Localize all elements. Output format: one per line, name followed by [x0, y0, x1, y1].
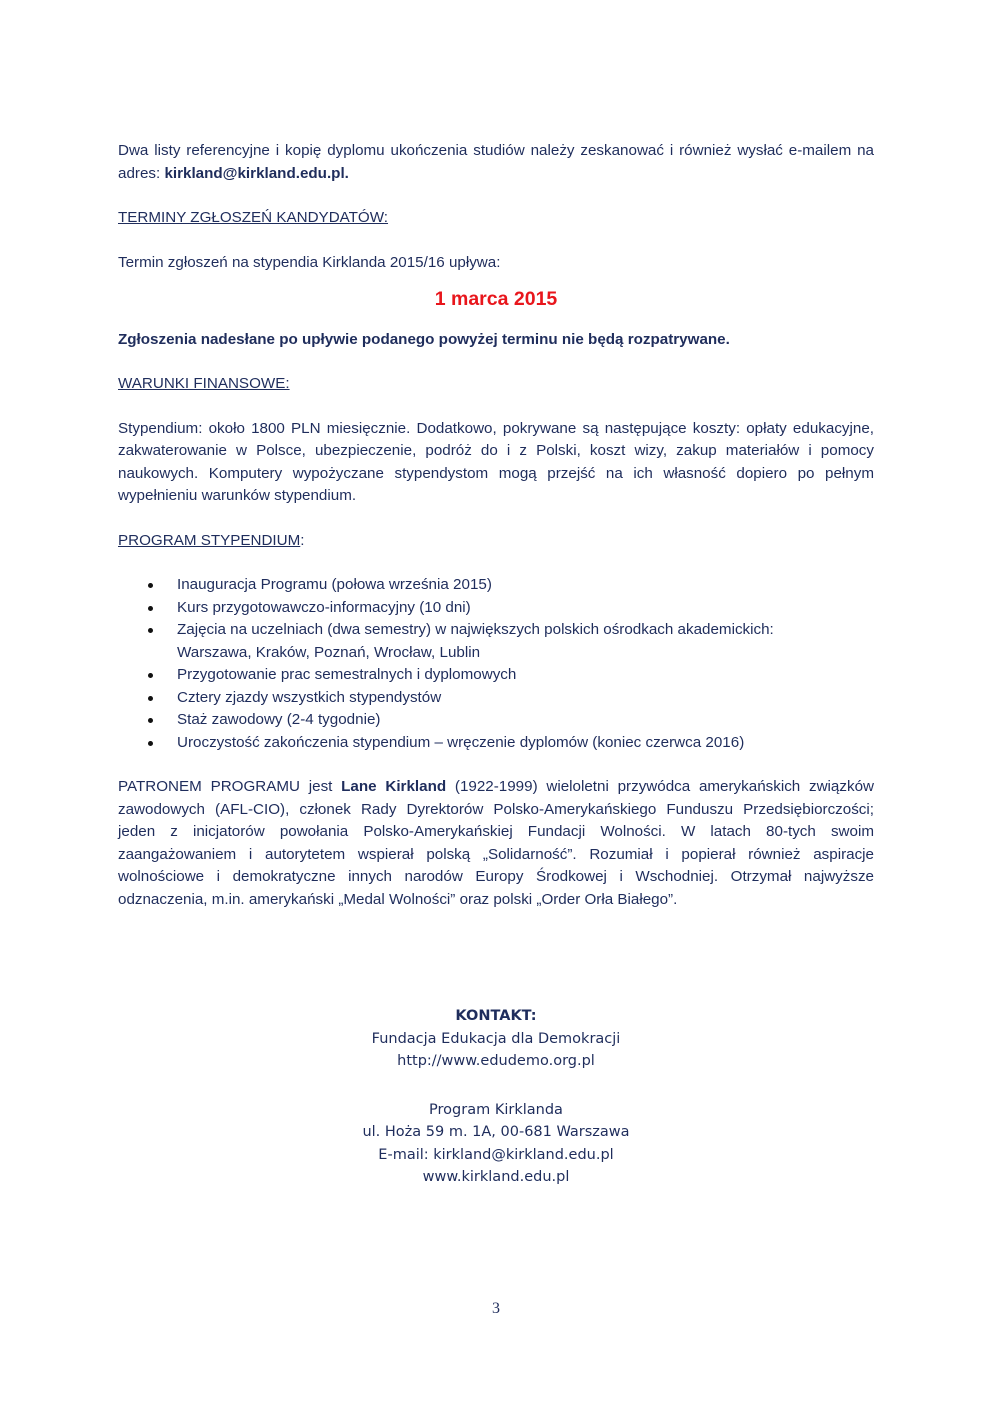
list-item: Inauguracja Programu (połowa września 2015): [118, 574, 874, 597]
contact-org: Fundacja Edukacja dla Demokracji: [371, 1030, 621, 1047]
bullet-icon: [148, 606, 153, 611]
bullet-icon: [148, 696, 153, 701]
finance-heading: WARUNKI FINANSOWE:: [118, 375, 290, 392]
bullet-icon: [148, 583, 153, 588]
contact-address: ul. Hoża 59 m. 1A, 00-681 Warszawa: [362, 1124, 630, 1140]
list-item: Zajęcia na uczelniach (dwa semestry) w największych polskich ośrodkach akademickich: Warszawa, Kraków, Poznań, Wrocław, Lublin: [118, 619, 874, 664]
intro-text: Dwa listy referencyjne i kopię dyplomu ukończenia studiów należy zeskanować i również wysłać e-mailem na adres:: [118, 142, 874, 182]
deadline-warning: Zgłoszenia nadesłane po upływie podanego powyżej terminu nie będą rozpatrywane.: [118, 330, 730, 348]
deadlines-text: Termin zgłoszeń na stypendia Kirklanda 2015/16 upływa:: [118, 253, 501, 271]
program-heading-colon: :: [300, 531, 305, 549]
bullet-icon: [148, 718, 153, 723]
contact-heading: KONTAKT:: [455, 1008, 537, 1024]
page-number: 3: [492, 1300, 500, 1317]
deadlines-heading: TERMINY ZGŁOSZEŃ KANDYDATÓW:: [118, 209, 389, 226]
bullet-icon: [148, 628, 153, 633]
list-item: Kurs przygotowawczo-informacyjny (10 dni): [118, 597, 874, 620]
bullet-icon: [148, 741, 153, 746]
contact-org-url[interactable]: http://www.edudemo.org.pl: [397, 1053, 595, 1069]
list-item: Przygotowanie prac semestralnych i dyplomowych: [118, 664, 874, 687]
intro-paragraph: [118, 140, 874, 185]
list-item: Staż zawodowy (2-4 tygodnie): [118, 709, 874, 732]
bullet-icon: [148, 673, 153, 678]
contact-email[interactable]: E-mail: kirkland@kirkland.edu.pl: [378, 1146, 614, 1163]
program-heading: [118, 530, 874, 553]
contact-website[interactable]: www.kirkland.edu.pl: [422, 1169, 570, 1185]
intro-email-link[interactable]: kirkland@kirkland.edu.pl.: [164, 164, 349, 182]
finance-text: Stypendium: około 1800 PLN miesięcznie. Dodatkowo, pokrywane są następujące koszty: opłaty edukacyjne, zakwaterowanie w Polsce, ubezpieczenie, podróż do i z Polski, koszt wizy, zakup materiałów i pomocy naukowych. Komputery wypożyczane stypendystom mogą przejść na ich własność dopiero po pełnym wypełnieniu warunków stypendium.: [118, 419, 874, 504]
list-item: Uroczystość zakończenia stypendium – wręczenie dyplomów (koniec czerwca 2016): [118, 732, 874, 755]
contact-program: Program Kirklanda: [429, 1101, 563, 1118]
deadline-date: 1 marca 2015: [434, 288, 558, 310]
program-heading-text: PROGRAM STYPENDIUM: [118, 531, 301, 549]
patron-name: Lane Kirkland: [341, 778, 447, 795]
contact-block: [0, 1005, 992, 1189]
patron-paragraph: PATRONEM PROGRAMU jest Lane Kirkland (1922-1999) wieloletni przywódca amerykańskich związków zawodowych (AFL-CIO), członek Rady Dyrektorów Polsko-Amerykańskiego Funduszu Przedsiębiorczości; jeden z inicjatorów powołania Polsko-Amerykańskiej Fundacji Wolności. W latach 80-tych swoim zaangażowaniem i autorytetem wspierał polską „Solidarność”. Rozumiał i popierał również aspiracje wolnościowe i demokratyczne innych narodów Europy Środkowej i Wschodniej. Otrzymał najwyższe odznaczenia, m.in. amerykański „Medal Wolności” oraz polski „Order Orła Białego”.: [118, 778, 874, 908]
program-list: [118, 574, 874, 754]
document-body: [118, 140, 874, 911]
cities-list: Warszawa, Kraków, Poznań, Wrocław, Lublin: [177, 643, 481, 661]
list-item: Cztery zjazdy wszystkich stypendystów: [118, 687, 874, 710]
